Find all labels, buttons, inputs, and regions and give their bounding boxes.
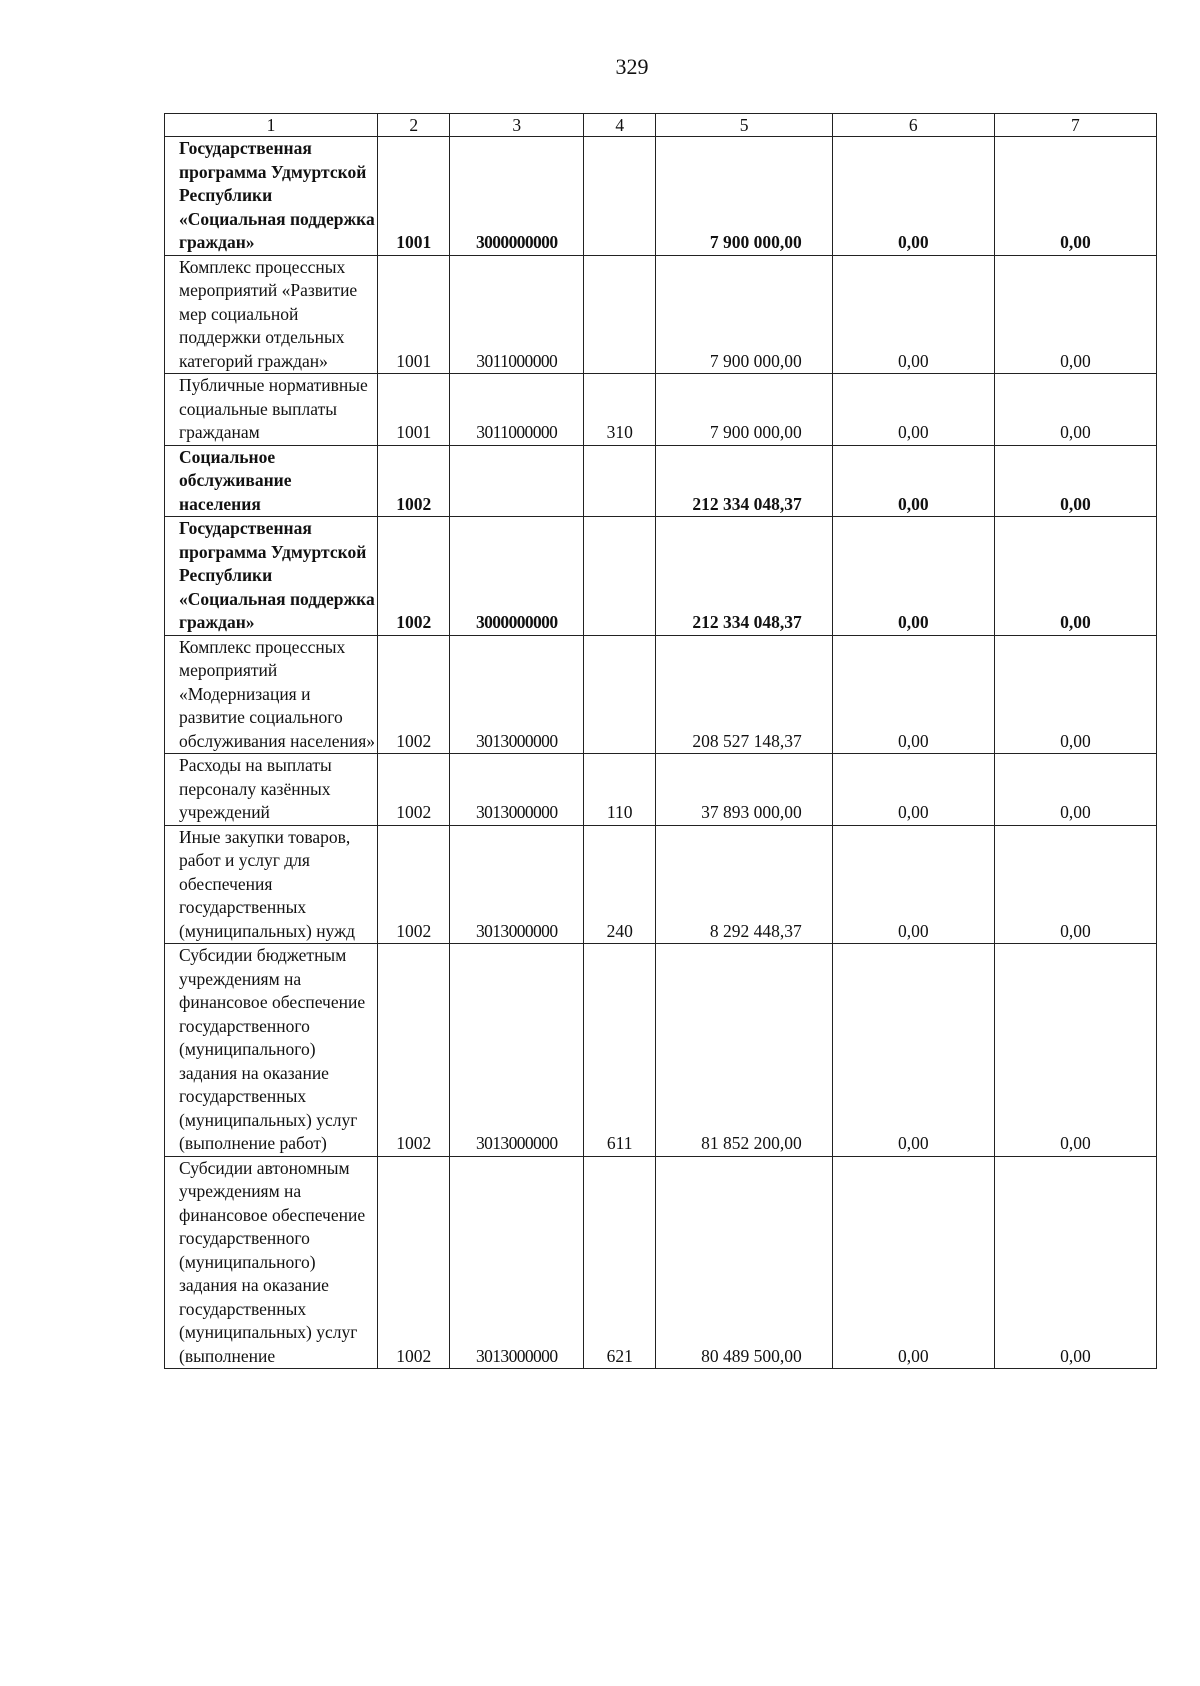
amount-col7: 0,00: [994, 255, 1156, 374]
column-header: 6: [832, 114, 994, 137]
row-name: Публичные нормативные социальные выплаты гражданам: [165, 374, 378, 446]
row-name: Комплекс процессных мероприятий «Модернизация и развитие социального обслуживания населения»: [165, 635, 378, 754]
column-header: 1: [165, 114, 378, 137]
expense-type: [584, 255, 656, 374]
row-name: Расходы на выплаты персоналу казённых учреждений: [165, 754, 378, 826]
table-row: [165, 825, 1157, 944]
table-row: [165, 635, 1157, 754]
amount: 7 900 000,00: [656, 255, 832, 374]
expense-type: [584, 137, 656, 256]
row-name: Социальное обслуживание населения: [165, 445, 378, 517]
section-code: 1001: [378, 137, 450, 256]
section-code: 1002: [378, 1156, 450, 1369]
table-row: [165, 754, 1157, 826]
amount-col7: 0,00: [994, 137, 1156, 256]
target-code: 3013000000: [450, 1156, 584, 1369]
target-code: 3011000000: [450, 374, 584, 446]
amount-col6: 0,00: [832, 754, 994, 826]
amount-col7: 0,00: [994, 1156, 1156, 1369]
expense-type: 110: [584, 754, 656, 826]
amount: 80 489 500,00: [656, 1156, 832, 1369]
expense-type: [584, 445, 656, 517]
row-name: Субсидии бюджетным учреждениям на финансовое обеспечение государственного (муниципального) задания на оказание государственных (муниципальных) услуг (выполнение работ): [165, 944, 378, 1157]
table-row: [165, 517, 1157, 636]
amount-col7: 0,00: [994, 445, 1156, 517]
target-code: 3013000000: [450, 635, 584, 754]
amount: 7 900 000,00: [656, 137, 832, 256]
column-header: 5: [656, 114, 832, 137]
column-header: 2: [378, 114, 450, 137]
target-code: 3013000000: [450, 944, 584, 1157]
row-name: Государственная программа Удмуртской Республики «Социальная поддержка граждан»: [165, 517, 378, 636]
expense-type: [584, 517, 656, 636]
row-name: Комплекс процессных мероприятий «Развитие мер социальной поддержки отдельных категорий граждан»: [165, 255, 378, 374]
expense-type: 611: [584, 944, 656, 1157]
amount: 8 292 448,37: [656, 825, 832, 944]
amount-col6: 0,00: [832, 635, 994, 754]
amount-col6: 0,00: [832, 445, 994, 517]
header-row: [165, 114, 1157, 137]
amount-col6: 0,00: [832, 374, 994, 446]
amount-col6: 0,00: [832, 825, 994, 944]
expense-type: 240: [584, 825, 656, 944]
amount-col6: 0,00: [832, 944, 994, 1157]
section-code: 1002: [378, 825, 450, 944]
amount-col7: 0,00: [994, 944, 1156, 1157]
table-row: [165, 137, 1157, 256]
column-header: 4: [584, 114, 656, 137]
amount: 7 900 000,00: [656, 374, 832, 446]
amount-col6: 0,00: [832, 1156, 994, 1369]
amount: 81 852 200,00: [656, 944, 832, 1157]
section-code: 1002: [378, 445, 450, 517]
target-code: 3011000000: [450, 255, 584, 374]
table-row: [165, 1156, 1157, 1369]
target-code: 3000000000: [450, 137, 584, 256]
amount-col7: 0,00: [994, 517, 1156, 636]
column-header: 7: [994, 114, 1156, 137]
amount: 208 527 148,37: [656, 635, 832, 754]
expense-type: [584, 635, 656, 754]
section-code: 1002: [378, 517, 450, 636]
amount: 212 334 048,37: [656, 517, 832, 636]
table-row: [165, 445, 1157, 517]
amount: 212 334 048,37: [656, 445, 832, 517]
amount-col7: 0,00: [994, 635, 1156, 754]
amount-col6: 0,00: [832, 517, 994, 636]
row-name: Иные закупки товаров, работ и услуг для обеспечения государственных (муниципальных) нужд: [165, 825, 378, 944]
budget-table: [164, 113, 1157, 1369]
section-code: 1001: [378, 374, 450, 446]
target-code: [450, 445, 584, 517]
section-code: 1002: [378, 635, 450, 754]
table-row: [165, 374, 1157, 446]
amount-col7: 0,00: [994, 374, 1156, 446]
amount: 37 893 000,00: [656, 754, 832, 826]
section-code: 1001: [378, 255, 450, 374]
row-name: Субсидии автономным учреждениям на финансовое обеспечение государственного (муниципального) задания на оказание государственных (муниципальных) услуг (выполнение: [165, 1156, 378, 1369]
amount-col7: 0,00: [994, 825, 1156, 944]
row-name: Государственная программа Удмуртской Республики «Социальная поддержка граждан»: [165, 137, 378, 256]
expense-type: 310: [584, 374, 656, 446]
table-row: [165, 255, 1157, 374]
expense-type: 621: [584, 1156, 656, 1369]
amount-col6: 0,00: [832, 255, 994, 374]
page-number: 329: [615, 54, 649, 79]
amount-col7: 0,00: [994, 754, 1156, 826]
column-header: 3: [450, 114, 584, 137]
target-code: 3000000000: [450, 517, 584, 636]
target-code: 3013000000: [450, 825, 584, 944]
amount-col6: 0,00: [832, 137, 994, 256]
section-code: 1002: [378, 944, 450, 1157]
section-code: 1002: [378, 754, 450, 826]
table-row: [165, 944, 1157, 1157]
target-code: 3013000000: [450, 754, 584, 826]
